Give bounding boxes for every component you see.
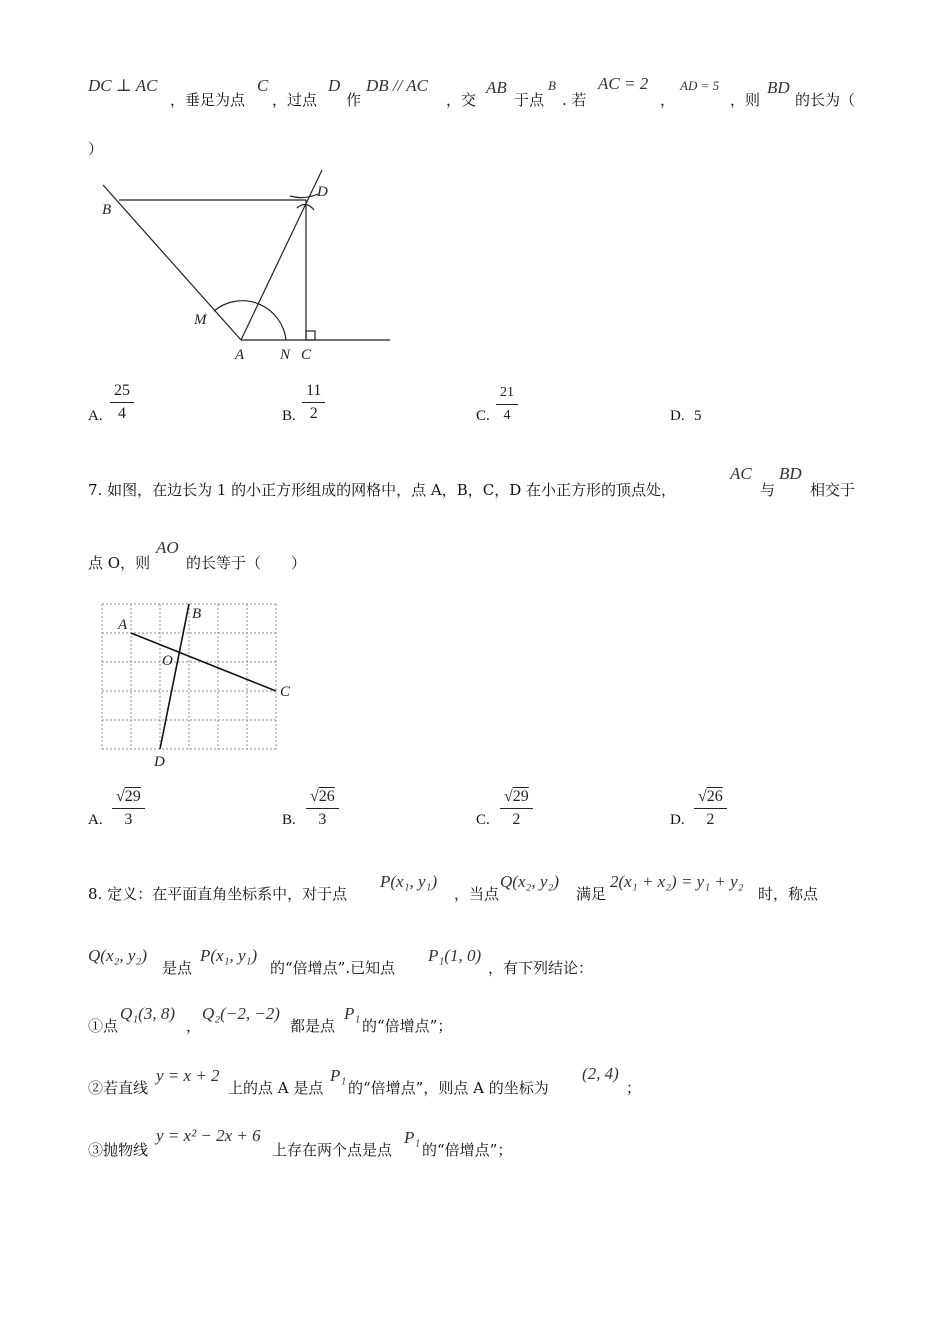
q7-option-b-letter: B. [282, 812, 296, 828]
expr-condition: 2(x₁ + x₂) = y₁ + y₂ [610, 872, 744, 891]
q6-option-a-letter: A. [88, 408, 103, 424]
label-D: D [154, 754, 165, 770]
line-ad-extended [241, 170, 322, 340]
label-C: C [301, 347, 312, 363]
expr-q: Q(x₂, y₂) [500, 872, 560, 891]
q6-option-b-letter: B. [282, 408, 296, 424]
grid-lines [102, 604, 276, 749]
label-A: A [118, 617, 128, 633]
construction-arc-1 [290, 194, 318, 198]
q7-option-c-fraction: $\frac{√29}{2}$ [500, 786, 533, 831]
label-N: N [280, 347, 291, 363]
q7-option-b-fraction: $\frac{√26}{3}$ [306, 786, 339, 831]
q7-option-a-letter: A. [88, 812, 103, 828]
label-B: B [102, 202, 112, 218]
q7-option-d-fraction: $\frac{√26}{2}$ [694, 786, 727, 831]
q7-grid-figure [96, 600, 306, 770]
label-B: B [192, 606, 202, 622]
expr-dc-perp-ac: DC ⊥ AC [88, 76, 158, 95]
q6-option-b-fraction: $\frac{11}{2}$ [302, 380, 325, 425]
q7-option-c-letter: C. [476, 812, 490, 828]
expr-db-par-ac: DB // AC [366, 76, 429, 95]
label-M: M [194, 312, 207, 328]
expr-ad-eq-5: AD = 5 [680, 78, 720, 93]
q6-option-c-letter: C. [476, 408, 490, 424]
q6-option-d-letter: D. [670, 408, 685, 424]
expr-p: P(x₁, y₁) [380, 872, 438, 891]
q7-option-d-letter: D. [670, 812, 685, 828]
expr-ac-eq-2: AC = 2 [598, 74, 649, 93]
q6-option-a-fraction: $\frac{25}{4}$ [110, 380, 134, 425]
segment-bd [160, 604, 189, 749]
q6-option-c-fraction: $\frac{21}{4}$ [496, 382, 518, 427]
q6-geometry-figure [90, 164, 400, 366]
label-D: D [317, 184, 328, 200]
q6-option-d-value: 5 [694, 408, 702, 424]
q7-option-a-fraction: $\frac{√29}{3}$ [112, 786, 145, 831]
label-A: A [235, 347, 245, 363]
label-O: O [162, 653, 173, 669]
line-ab-extended [103, 185, 241, 340]
right-angle-mark [306, 331, 315, 340]
label-C: C [280, 684, 291, 700]
